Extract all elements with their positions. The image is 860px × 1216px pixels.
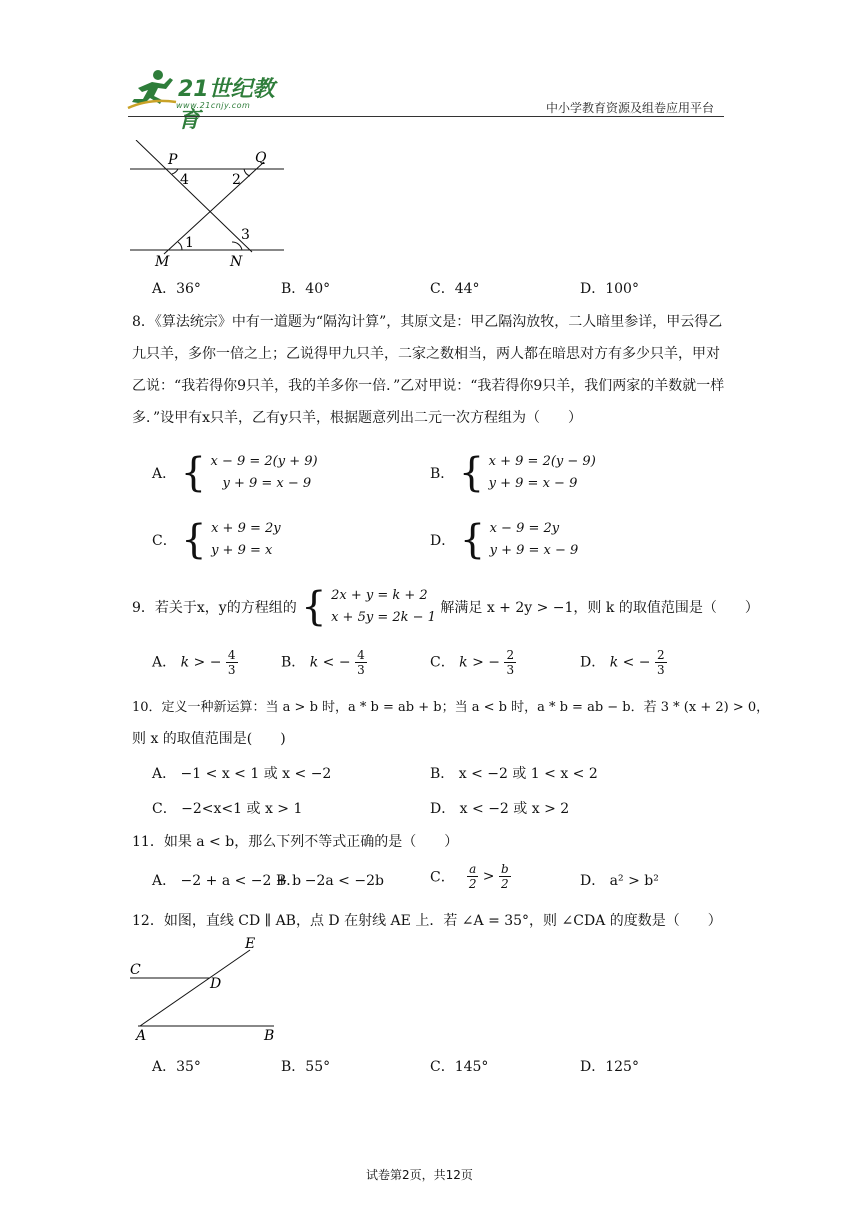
q8-option-b-label: B．: [430, 466, 455, 482]
frac-num: 2: [657, 648, 665, 662]
q10-line2: 则 x 的取值范围是( ): [132, 731, 286, 747]
frac-den: 2: [500, 877, 509, 891]
q8-option-b[interactable]: [430, 451, 596, 495]
header-logo: [124, 68, 294, 133]
fig7-label-1: 1: [185, 235, 194, 251]
frac-den: 2: [468, 877, 477, 891]
option-label: B．: [281, 654, 306, 671]
q8-d-eq2: y + 9 = x − 9: [489, 543, 579, 558]
q10-option-c[interactable]: C． −2<x<1 或 x > 1: [152, 801, 303, 817]
q8-c-eq1: x + 9 = 2y: [211, 521, 281, 536]
q11-option-d[interactable]: D． a² > b²: [580, 873, 659, 889]
q8-a-eq1: x − 9 = 2(y + 9): [210, 454, 318, 469]
q8-option-d-label: D．: [430, 533, 456, 549]
brace-icon: {: [458, 450, 485, 496]
figure-q12: [124, 934, 284, 1044]
q9-prefix: 9．若关于x，y的方程组的: [132, 600, 297, 616]
option-expr: k < −: [309, 654, 351, 671]
option-expr: k < −: [609, 654, 651, 671]
frac-num: 4: [357, 648, 365, 662]
q12-option-d[interactable]: D．125°: [580, 1059, 639, 1075]
figure-q7: [124, 140, 294, 270]
platform-title: 中小学教育资源及组卷应用平台: [546, 101, 715, 115]
fig7-label-2: 2: [232, 172, 241, 188]
q8-option-d[interactable]: [430, 518, 578, 562]
q7-option-c[interactable]: C．44°: [430, 281, 480, 297]
q9-eq1: 2x + y = k + 2: [331, 588, 428, 603]
fig12-label-A: A: [136, 1028, 147, 1044]
q12-option-b[interactable]: B．55°: [281, 1059, 331, 1075]
q8-c-eq2: y + 9 = x: [211, 543, 273, 558]
frac-num: a: [469, 862, 477, 876]
fig7-label-M: M: [155, 254, 170, 270]
frac-den: 3: [657, 663, 665, 677]
frac-den: 3: [357, 663, 365, 677]
logo-text: 21世纪教育: [178, 77, 275, 133]
q9-option-d[interactable]: [580, 648, 667, 677]
q9-text: [132, 585, 759, 629]
brace-icon: {: [180, 450, 207, 496]
q11-text: 11．如果 a < b，那么下列不等式正确的是（ ）: [132, 834, 459, 850]
q10-option-a[interactable]: A． −1 < x < 1 或 x < −2: [152, 766, 332, 782]
q7-option-b[interactable]: B．40°: [281, 281, 331, 297]
q12-option-a[interactable]: A．35°: [152, 1059, 201, 1075]
frac-num: 2: [506, 648, 515, 662]
q8-option-a-label: A．: [152, 466, 177, 482]
option-expr: k > −: [459, 654, 501, 671]
fig7-label-4: 4: [180, 172, 189, 188]
page-footer: 试卷第2页，共12页: [366, 1168, 473, 1182]
fig12-label-E: E: [245, 936, 256, 952]
q11-option-b[interactable]: B． −2a < −2b: [276, 873, 384, 889]
fig7-label-N: N: [230, 254, 243, 270]
frac-den: 3: [227, 663, 236, 677]
option-label: C．: [430, 654, 455, 671]
q11-option-c[interactable]: [430, 862, 511, 891]
brace-icon: {: [181, 517, 207, 563]
q8-b-eq2: y + 9 = x − 9: [488, 476, 578, 491]
q8-d-eq1: x − 9 = 2y: [489, 521, 560, 536]
fig12-label-B: B: [264, 1028, 275, 1044]
fig7-label-P: P: [168, 152, 178, 168]
runner-icon: [124, 68, 178, 112]
logo-url: www.21cnjy.com: [176, 101, 251, 110]
q10-line1: 10．定义一种新运算：当 a > b 时，a * b = ab + b；当 a < b 时，a * b = ab − b．若 3 * (x + 2) > 0，: [132, 700, 770, 715]
q8-b-eq1: x + 9 = 2(y − 9): [488, 454, 596, 469]
fig12-label-C: C: [130, 962, 141, 978]
fig7-label-Q: Q: [255, 150, 267, 166]
q9-suffix: 解满足 x + 2y > −1，则 k 的取值范围是（ ）: [440, 600, 759, 616]
q10-option-d[interactable]: D． x < −2 或 x > 2: [430, 801, 570, 817]
gt-sign: >: [482, 868, 495, 885]
brace-icon: {: [301, 584, 327, 630]
fig7-label-3: 3: [241, 227, 250, 243]
q9-eq2: x + 5y = 2k − 1: [331, 610, 436, 625]
q12-text: 12．如图，直线 CD ∥ AB，点 D 在射线 AE 上．若 ∠A = 35°，则 ∠CDA 的度数是（ ）: [132, 913, 722, 929]
q11-option-a[interactable]: A． −2 + a < −2 + b: [152, 873, 302, 889]
q9-option-c[interactable]: [430, 648, 516, 677]
q8-option-c-label: C．: [152, 533, 177, 549]
q8-option-c[interactable]: [152, 518, 281, 562]
brace-icon: {: [459, 517, 486, 563]
q8-a-eq2: y + 9 = x − 9: [222, 476, 312, 491]
q9-option-b[interactable]: [281, 648, 367, 677]
header-rule: [128, 116, 724, 117]
frac-num: 4: [227, 648, 236, 662]
q8-option-a[interactable]: [152, 451, 318, 495]
q12-option-c[interactable]: C．145°: [430, 1059, 489, 1075]
q7-option-a[interactable]: A．36°: [152, 281, 201, 297]
frac-den: 3: [506, 663, 515, 677]
option-label: D．: [580, 654, 606, 671]
q10-option-b[interactable]: B． x < −2 或 1 < x < 2: [430, 766, 598, 782]
option-expr: k > −: [180, 654, 222, 671]
frac-num: b: [500, 862, 509, 876]
fig12-label-D: D: [210, 976, 222, 992]
option-label: A．: [152, 654, 177, 671]
q7-option-d[interactable]: D．100°: [580, 281, 639, 297]
q8-text: 8．《算法统宗》中有一道题为“隔沟计算”，其原文是：甲乙隔沟放牧，二人暗里参详，甲云得乙九只羊，多你一倍之上；乙说得甲九只羊，二家之数相当，两人都在暗思对方有多少只羊，甲对乙说：“我若得你9只羊，我的羊多你一倍．”乙对甲说：“我若得你9只羊，我们两家的羊数就一样多．”设甲有x只羊，乙有y只羊，根据题意列出二元一次方程组为（ ）: [132, 314, 725, 426]
q9-option-a[interactable]: [152, 648, 238, 677]
option-label: C．: [430, 869, 455, 886]
